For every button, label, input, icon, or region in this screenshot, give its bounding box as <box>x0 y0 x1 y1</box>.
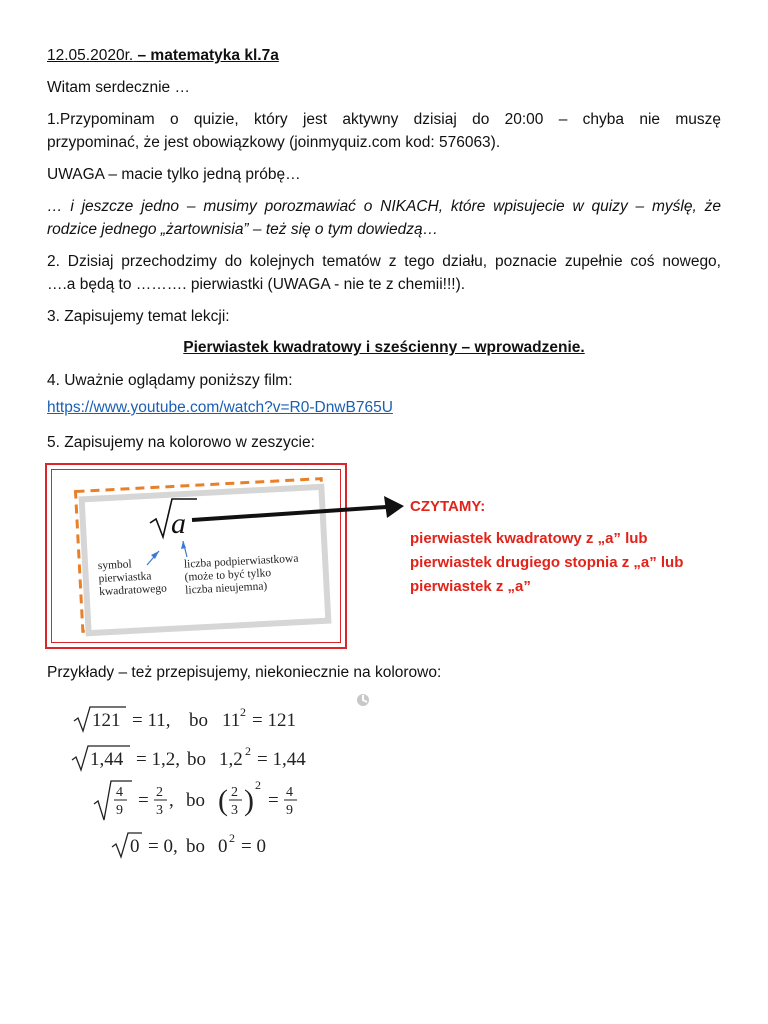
example-2-exponent: 2 <box>245 744 251 758</box>
symbol-label-2: pierwiastka <box>98 570 152 586</box>
example-4-base: 0 <box>218 836 228 857</box>
example-4-radicand: 0 <box>130 836 140 857</box>
example-3-vnum: 4 <box>286 785 293 800</box>
example-3-vden: 9 <box>286 803 293 818</box>
paragraph-5: 5. Zapisujemy na kolorowo w zeszycie: <box>47 434 315 451</box>
example-3-bo: bo <box>186 790 205 811</box>
example-3-den: 9 <box>116 803 123 818</box>
reading-title: CZYTAMY: <box>410 498 486 515</box>
nikach-line-2: rodzice jednego „żartownisia” – też się o tym dowiedzą… <box>47 221 439 238</box>
radicand-arrow <box>183 541 187 557</box>
example-2-result: = 1,2, <box>136 749 180 770</box>
example-2-radicand: 1,44 <box>90 749 124 770</box>
example-1-result: = 11, <box>132 710 171 731</box>
example-4 <box>110 829 310 861</box>
reading-line-1: pierwiastek kwadratowy z „a” lub <box>410 530 648 547</box>
paragraph-1-line-1: 1.Przypominam o quizie, który jest aktywny dzisiaj do 20:00 – chyba nie muszę <box>47 111 721 128</box>
symbol-arrowhead-icon <box>151 551 159 559</box>
header-date: 12.05.2020r. <box>47 47 134 64</box>
radicand-label-2: (może to być tylko <box>184 567 272 584</box>
example-1 <box>72 703 332 735</box>
paragraph-2-line-2: ….a będą to ………. pierwiastki (UWAGA - nie te z chemii!!!). <box>47 276 466 293</box>
example-4-value: = 0 <box>241 836 266 857</box>
header-subject: – matematyka kl.7a <box>133 47 279 64</box>
example-2 <box>70 742 330 774</box>
example-2-base: 1,2 <box>219 749 243 770</box>
paragraph-3: 3. Zapisujemy temat lekcji: <box>47 308 230 325</box>
example-2-bo: bo <box>187 749 206 770</box>
example-3-rnum: 2 <box>156 785 163 800</box>
example-1-base: 11 <box>222 710 241 731</box>
example-3-eq2: = <box>268 790 279 811</box>
example-1-radicand: 121 <box>92 710 121 731</box>
example-3-exponent: 2 <box>255 778 261 792</box>
warning-text: UWAGA – macie tylko jedną próbę… <box>47 166 301 183</box>
radicand-letter: a <box>171 507 186 540</box>
example-2-value: = 1,44 <box>257 749 306 770</box>
radicand-label-1: liczba podpierwiastkowa <box>183 552 299 571</box>
symbol-label-1: symbol <box>97 558 133 573</box>
symbol-label-3: kwadratowego <box>98 582 168 599</box>
example-4-exponent: 2 <box>229 831 235 845</box>
example-3-pnum: 2 <box>231 785 238 800</box>
example-3-eq: = <box>138 790 149 811</box>
nikach-line-1: … i jeszcze jedno – musimy porozmawiać o NIKACH, które wpisujecie w quizy – myślę, że <box>47 198 721 215</box>
example-1-exponent: 2 <box>240 705 246 719</box>
cursor-icon <box>356 693 370 707</box>
paragraph-1-line-2: przypominać, że jest obowiązkowy (joinmyquiz.com kod: 576063). <box>47 134 501 151</box>
paragraph-4: 4. Uważnie oglądamy poniższy film: <box>47 372 293 389</box>
video-link[interactable]: https://www.youtube.com/watch?v=R0-DnwB765U <box>47 399 393 416</box>
example-1-value: = 121 <box>252 710 296 731</box>
example-1-bo: bo <box>189 710 208 731</box>
example-3 <box>92 778 332 824</box>
paragraph-2-line-1: 2. Dzisiaj przechodzimy do kolejnych tematów z tego działu, poznacie zupełnie coś nowego, <box>47 253 721 270</box>
examples-intro: Przykłady – też przepisujemy, niekoniecznie na kolorowo: <box>47 664 442 681</box>
definition-box <box>45 463 347 649</box>
greeting: Witam serdecznie … <box>47 79 190 96</box>
page-header <box>47 44 721 68</box>
lesson-topic: Pierwiastek kwadratowy i sześcienny – wprowadzenie. <box>183 339 585 356</box>
radicand-label-3: liczba nieujemna) <box>184 580 268 597</box>
radicand-arrowhead-icon <box>181 541 186 549</box>
close-paren: ) <box>244 784 254 817</box>
pointer-arrow-icon <box>190 492 410 532</box>
reading-line-3: pierwiastek z „a” <box>410 578 531 595</box>
open-paren: ( <box>218 784 228 817</box>
example-4-bo: bo <box>186 836 205 857</box>
symbol-arrow <box>147 551 159 565</box>
reading-line-2: pierwiastek drugiego stopnia z „a” lub <box>410 554 684 571</box>
example-3-pden: 3 <box>231 803 238 818</box>
example-4-result: = 0, <box>148 836 178 857</box>
example-3-comma: , <box>169 790 174 811</box>
example-3-num: 4 <box>116 785 123 800</box>
example-3-rden: 3 <box>156 803 163 818</box>
